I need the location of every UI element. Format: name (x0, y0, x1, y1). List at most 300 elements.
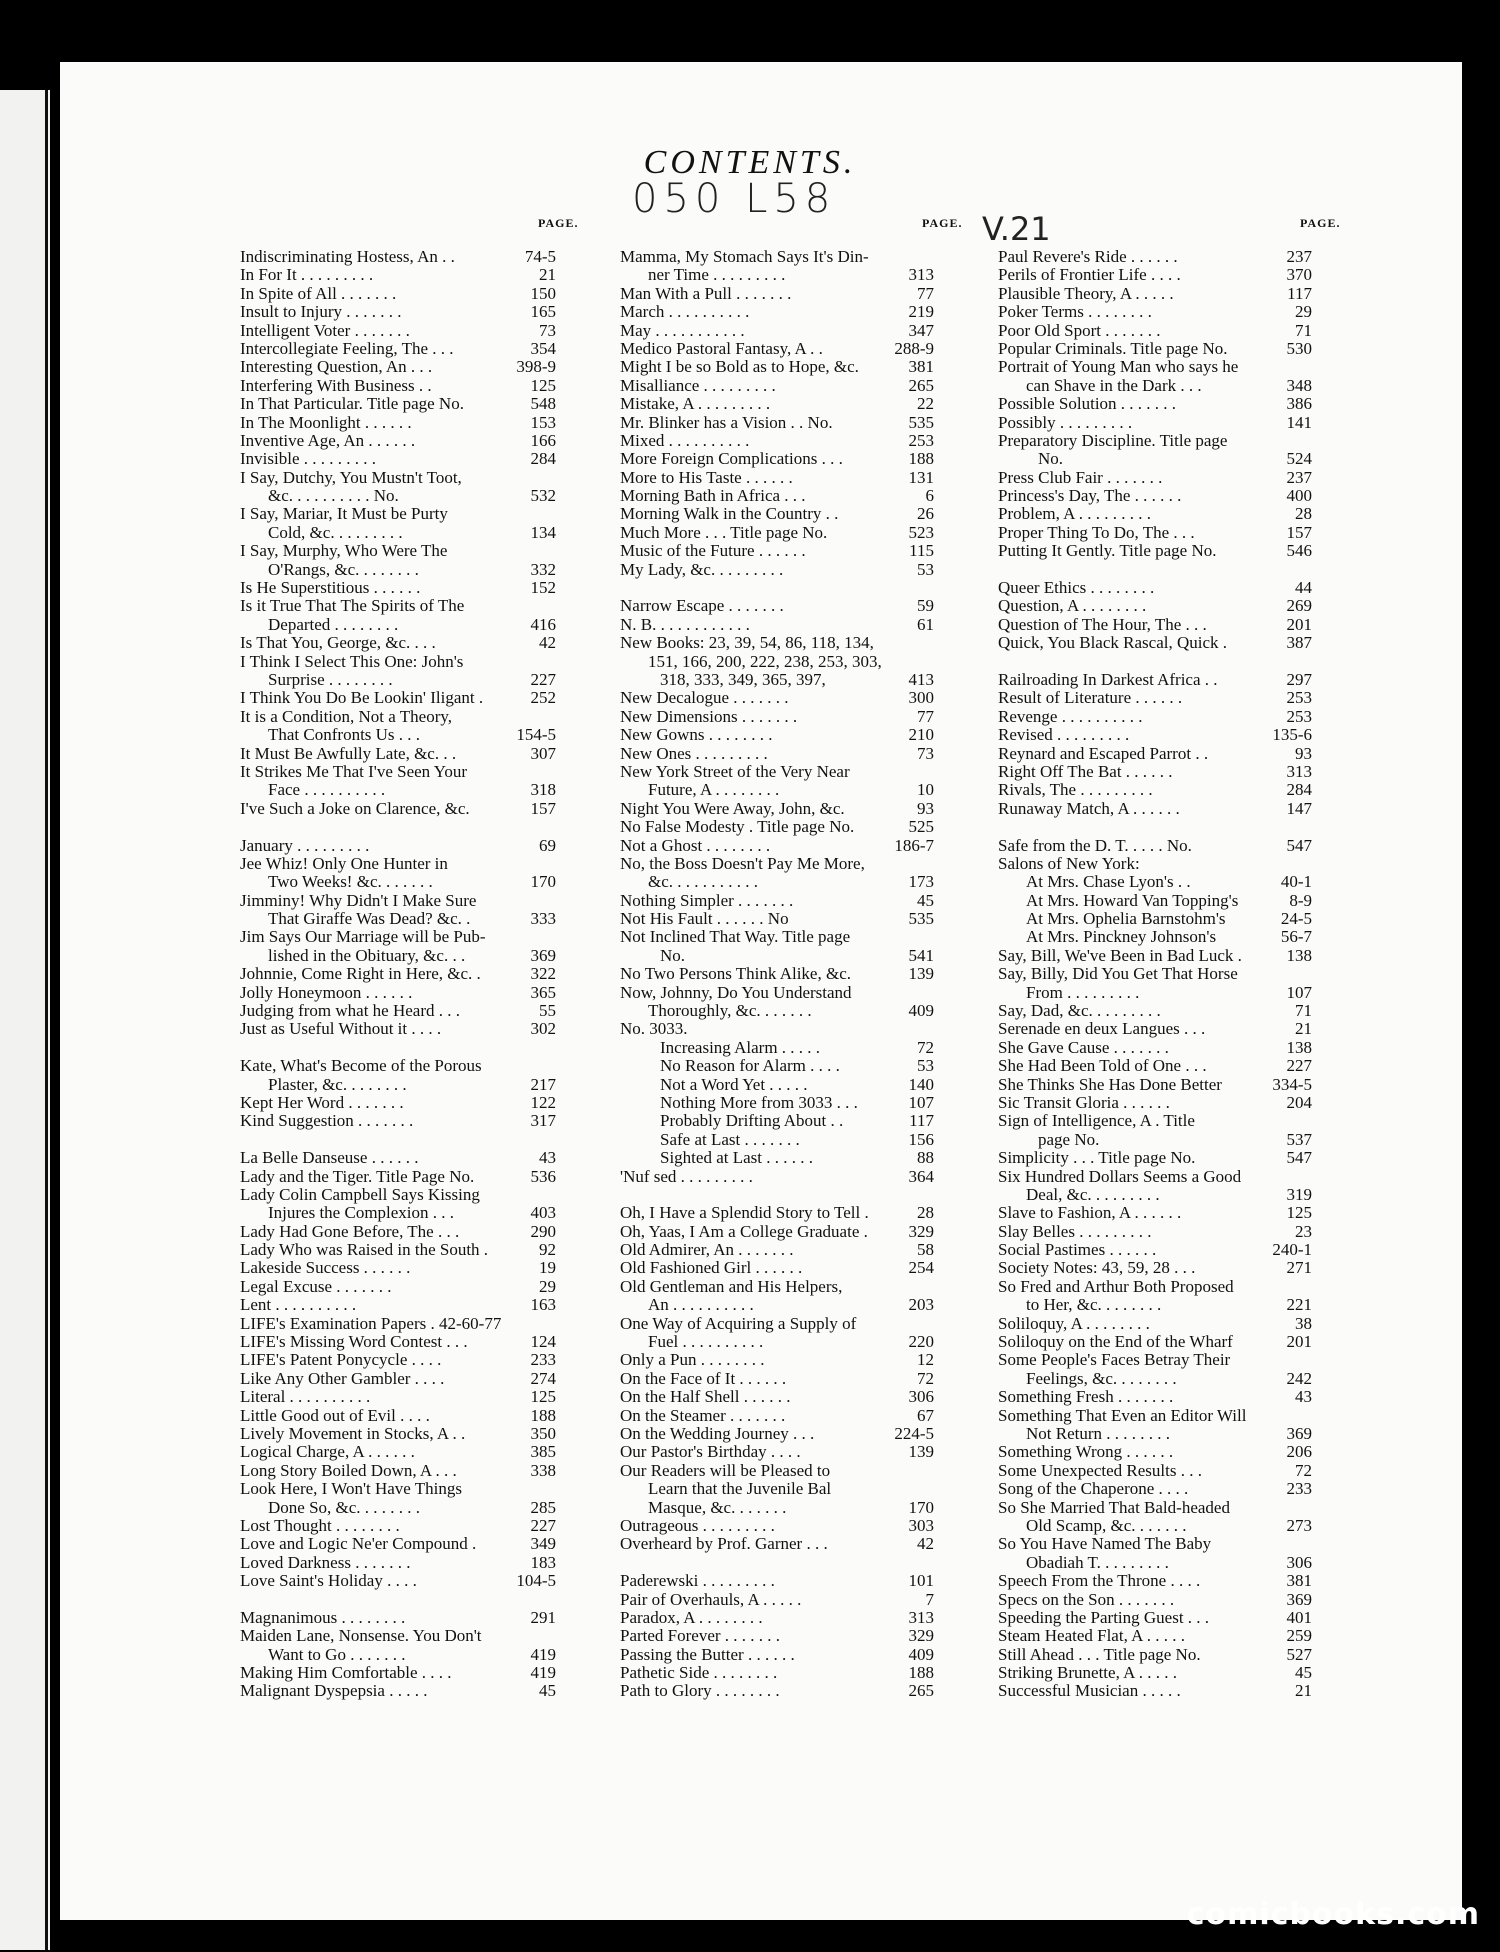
contents-entry (998, 1425, 1312, 1443)
contents-entry (998, 1333, 1312, 1351)
contents-entry (998, 1168, 1312, 1186)
entry-title: Johnnie, Come Right in Here, &c. . (240, 964, 481, 984)
entry-page-number: 72 (917, 1037, 934, 1057)
entry-title: I Think I Select This One: John's (240, 651, 464, 671)
entry-title: Some People's Faces Betray Their (998, 1350, 1231, 1370)
contents-entry (998, 1517, 1312, 1535)
entry-title: Departed . . . . . . . . (268, 614, 399, 634)
contents-entry (998, 377, 1312, 395)
entry-title: Music of the Future . . . . . . (620, 541, 806, 561)
contents-entry (240, 1370, 556, 1388)
contents-entry (240, 579, 556, 597)
entry-title: Little Good out of Evil . . . . (240, 1405, 430, 1425)
entry-title: Legal Excuse . . . . . . . (240, 1276, 392, 1296)
contents-entry (998, 303, 1312, 321)
entry-title: Indiscriminating Hostess, An . . (240, 247, 455, 266)
entry-page-number: 183 (530, 1552, 556, 1572)
entry-page-number: 329 (908, 1626, 934, 1646)
entry-title: March . . . . . . . . . . (620, 302, 750, 322)
entry-title: Look Here, I Won't Have Things (240, 1479, 463, 1499)
entry-title: Parted Forever . . . . . . . (620, 1626, 781, 1646)
entry-title: Paul Revere's Ride . . . . . . (998, 247, 1178, 266)
contents-entry (240, 910, 556, 928)
entry-page-number: 290 (530, 1221, 556, 1241)
contents-entry (620, 1259, 934, 1277)
entry-page-number: 535 (908, 412, 934, 432)
entry-page-number: 135-6 (1272, 725, 1312, 745)
contents-entry (998, 505, 1312, 523)
contents-entry (240, 671, 556, 689)
contents-entry (620, 1149, 934, 1167)
entry-title: Might I be so Bold as to Hope, &c. (620, 357, 859, 377)
entry-title: No False Modesty . Title page No. (620, 817, 855, 837)
entry-title: I Say, Dutchy, You Mustn't Toot, (240, 467, 462, 487)
entry-page-number: 265 (908, 1681, 934, 1701)
contents-entry (620, 726, 934, 744)
entry-title: Specs on the Son . . . . . . . (998, 1589, 1175, 1609)
contents-entry (620, 1168, 934, 1186)
entry-page-number: 7 (925, 1589, 934, 1609)
entry-page-number: 170 (908, 1497, 934, 1517)
contents-entry (240, 763, 556, 781)
entry-title: Plaster, &c. . . . . . . . (268, 1074, 407, 1094)
contents-entry (240, 414, 556, 432)
entry-title: Kept Her Word . . . . . . . (240, 1092, 404, 1112)
contents-entry (240, 524, 556, 542)
entry-page-number: 56-7 (1280, 927, 1312, 947)
entry-title: Speech From the Throne . . . . (998, 1571, 1201, 1591)
contents-entry (620, 1462, 934, 1480)
entry-page-number: 242 (1286, 1368, 1312, 1388)
entry-title: Not His Fault . . . . . . No (620, 909, 789, 929)
contents-entry (998, 1259, 1312, 1277)
entry-page-number: 73 (539, 320, 556, 340)
contents-entry (998, 395, 1312, 413)
entry-page-number: 227 (1286, 1056, 1312, 1076)
entry-page-number: 350 (530, 1424, 556, 1443)
entry-title: Society Notes: 43, 59, 28 . . . (998, 1258, 1196, 1278)
contents-entry (620, 1370, 934, 1388)
entry-page-number: 217 (530, 1074, 556, 1094)
contents-entry (620, 487, 934, 505)
entry-page-number: 40-1 (1280, 872, 1312, 892)
contents-entry (240, 1241, 556, 1259)
entry-title: Putting It Gently. Title page No. (998, 541, 1217, 561)
section-gap (620, 1186, 934, 1204)
contents-entry (620, 1591, 934, 1609)
contents-entry (620, 1407, 934, 1425)
entry-title: Revised . . . . . . . . . (998, 725, 1130, 745)
contents-entry (998, 487, 1312, 505)
contents-entry (998, 1646, 1312, 1664)
entry-page-number: 523 (908, 522, 934, 542)
contents-entry (620, 1094, 934, 1112)
contents-entry (620, 837, 934, 855)
contents-entry (240, 1094, 556, 1112)
entry-page-number: 237 (1286, 467, 1312, 487)
contents-entry (240, 395, 556, 413)
entry-page-number: 107 (1286, 982, 1312, 1002)
entry-page-number: 387 (1286, 633, 1312, 653)
entry-title: Jimminy! Why Didn't I Make Sure (240, 890, 477, 910)
contents-entry (240, 1388, 556, 1406)
entry-title: Something That Even an Editor Will (998, 1405, 1247, 1425)
entry-page-number: 139 (908, 1442, 934, 1462)
contents-entry (998, 322, 1312, 340)
contents-entry (240, 505, 556, 523)
entry-page-number: 227 (530, 1515, 556, 1535)
page-header-col2: PAGE. (922, 216, 963, 230)
entry-title: Old Scamp, &c. . . . . . . (1026, 1515, 1187, 1535)
entry-page-number: 532 (530, 486, 556, 506)
contents-column-3 (998, 248, 1312, 1701)
contents-entry (240, 1149, 556, 1167)
entry-title: Pathetic Side . . . . . . . . (620, 1663, 778, 1683)
contents-entry (998, 1591, 1312, 1609)
entry-title: Popular Criminals. Title page No. (998, 338, 1228, 358)
entry-page-number: 322 (530, 964, 556, 984)
contents-entry (620, 1682, 934, 1700)
entry-title: Our Readers will be Pleased to (620, 1460, 831, 1480)
entry-page-number: 21 (1295, 1019, 1312, 1039)
section-gap (240, 1131, 556, 1149)
entry-title: In The Moonlight . . . . . . (240, 412, 412, 432)
entry-title: Successful Musician . . . . . (998, 1681, 1181, 1701)
entry-title: Sighted at Last . . . . . . (660, 1148, 813, 1168)
entry-page-number: 141 (1286, 412, 1312, 432)
entry-page-number: 398-9 (516, 357, 556, 377)
contents-entry (240, 947, 556, 965)
contents-entry (998, 855, 1312, 873)
entry-page-number: 541 (908, 945, 934, 965)
contents-entry (998, 524, 1312, 542)
entry-page-number: 43 (539, 1148, 556, 1168)
contents-entry (998, 984, 1312, 1002)
contents-entry (620, 984, 934, 1002)
entry-title: Mistake, A . . . . . . . . . (620, 394, 771, 414)
entry-page-number: 140 (908, 1074, 934, 1094)
contents-entry (998, 1149, 1312, 1167)
entry-page-number: 203 (908, 1295, 934, 1315)
contents-entry (998, 1572, 1312, 1590)
entry-page-number: 61 (917, 614, 934, 634)
contents-entry (620, 634, 934, 652)
entry-page-number: 55 (539, 1001, 556, 1021)
contents-entry (620, 505, 934, 523)
entry-page-number: 165 (530, 302, 556, 322)
entry-title: 318, 333, 349, 365, 397, (660, 669, 826, 689)
page-title: CONTENTS. (643, 144, 857, 181)
contents-entry (998, 414, 1312, 432)
entry-page-number: 369 (530, 945, 556, 965)
contents-entry (998, 1020, 1312, 1038)
entry-title: Lively Movement in Stocks, A . . (240, 1424, 466, 1443)
section-gap (620, 1554, 934, 1572)
contents-entry (620, 781, 934, 799)
entry-page-number: 166 (530, 430, 556, 450)
entry-title: Simplicity . . . Title page No. (998, 1148, 1196, 1168)
entry-page-number: 274 (530, 1368, 556, 1388)
contents-entry (620, 1351, 934, 1369)
entry-page-number: 546 (1286, 541, 1312, 561)
entry-title: On the Half Shell . . . . . . (620, 1387, 791, 1407)
entry-title: New Gowns . . . . . . . . (620, 725, 773, 745)
contents-entry (998, 1223, 1312, 1241)
entry-title: Now, Johnny, Do You Understand (620, 982, 852, 1002)
contents-entry (240, 1112, 556, 1130)
contents-entry (998, 873, 1312, 891)
entry-title: Some Unexpected Results . . . (998, 1460, 1202, 1480)
entry-page-number: 271 (1286, 1258, 1312, 1278)
contents-entry (240, 542, 556, 560)
section-gap (240, 818, 556, 836)
entry-page-number: 306 (908, 1387, 934, 1407)
entry-page-number: 152 (530, 578, 556, 598)
entry-page-number: 237 (1286, 247, 1312, 266)
entry-title: From . . . . . . . . . (1026, 982, 1140, 1002)
contents-entry (998, 542, 1312, 560)
entry-title: Not Return . . . . . . . . (1026, 1424, 1171, 1443)
contents-entry (240, 340, 556, 358)
entry-title: Possible Solution . . . . . . . (998, 394, 1177, 414)
entry-title: Quick, You Black Rascal, Quick . (998, 633, 1228, 653)
contents-entry (620, 1627, 934, 1645)
entry-title: Jim Says Our Marriage will be Pub- (240, 927, 486, 947)
contents-entry (620, 1480, 934, 1498)
entry-title: She Thinks She Has Done Better (998, 1074, 1222, 1094)
contents-entry (620, 597, 934, 615)
entry-title: Preparatory Discipline. Title page (998, 430, 1228, 450)
entry-title: Lady Who was Raised in the South . (240, 1240, 489, 1260)
entry-title: Railroading In Darkest Africa . . (998, 669, 1218, 689)
entry-title: Soliloquy on the End of the Wharf (998, 1332, 1233, 1352)
entry-title: Medico Pastoral Fantasy, A . . (620, 338, 823, 358)
entry-page-number: 347 (908, 320, 934, 340)
entry-title: On the Face of It . . . . . . (620, 1368, 787, 1388)
contents-entry (998, 1535, 1312, 1553)
entry-page-number: 157 (1286, 522, 1312, 542)
contents-entry (620, 561, 934, 579)
contents-entry (240, 928, 556, 946)
contents-entry (620, 910, 934, 928)
contents-entry (240, 1462, 556, 1480)
entry-title: At Mrs. Chase Lyon's . . (1026, 872, 1191, 892)
entry-page-number: 125 (530, 1387, 556, 1407)
contents-entry (620, 708, 934, 726)
entry-title: No. 3033. (620, 1019, 688, 1039)
entry-page-number: 138 (1286, 1037, 1312, 1057)
entry-title: Striking Brunette, A . . . . . (998, 1663, 1177, 1683)
contents-entry (240, 266, 556, 284)
contents-entry (240, 1296, 556, 1314)
entry-page-number: 188 (530, 1405, 556, 1425)
entry-title: LIFE's Missing Word Contest . . . (240, 1332, 468, 1352)
contents-entry (240, 965, 556, 983)
contents-entry (998, 1241, 1312, 1259)
contents-entry (998, 1554, 1312, 1572)
contents-entry (998, 928, 1312, 946)
entry-title: In That Particular. Title page No. (240, 394, 464, 414)
section-gap (998, 561, 1312, 579)
entry-page-number: 332 (530, 559, 556, 579)
contents-entry (240, 1186, 556, 1204)
contents-entry (620, 1443, 934, 1461)
entry-page-number: 42 (539, 633, 556, 653)
section-gap (240, 1591, 556, 1609)
entry-title: Narrow Escape . . . . . . . (620, 596, 784, 616)
entry-page-number: 10 (917, 780, 934, 800)
entry-title: Surprise . . . . . . . . (268, 669, 393, 689)
entry-page-number: 240-1 (1272, 1240, 1312, 1260)
contents-entry (998, 763, 1312, 781)
entry-title: So She Married That Bald-headed (998, 1497, 1230, 1517)
entry-title: Lakeside Success . . . . . . (240, 1258, 411, 1278)
entry-page-number: 364 (908, 1166, 934, 1186)
contents-entry (240, 322, 556, 340)
contents-entry (240, 1002, 556, 1020)
contents-entry (240, 1682, 556, 1700)
entry-title: LIFE's Examination Papers . 42-60-77 (240, 1313, 502, 1333)
contents-entry (998, 745, 1312, 763)
entry-title: Safe at Last . . . . . . . (660, 1129, 800, 1149)
contents-entry (240, 1315, 556, 1333)
contents-entry (620, 1076, 934, 1094)
entry-title: Perils of Frontier Life . . . . (998, 265, 1181, 285)
entry-title: Only a Pun . . . . . . . . (620, 1350, 765, 1370)
entry-page-number: 291 (530, 1607, 556, 1627)
entry-title: Passing the Butter . . . . . . (620, 1644, 795, 1664)
entry-title: Portrait of Young Man who says he (998, 357, 1239, 377)
contents-entry (620, 855, 934, 873)
entry-title: No Two Persons Think Alike, &c. (620, 964, 851, 984)
entry-page-number: 147 (1286, 798, 1312, 818)
entry-title: Misalliance . . . . . . . . . (620, 375, 776, 395)
entry-page-number: 92 (539, 1240, 556, 1260)
contents-entry (620, 763, 934, 781)
contents-entry (240, 873, 556, 891)
entry-page-number: 88 (917, 1148, 934, 1168)
entry-title: Making Him Comfortable . . . . (240, 1663, 452, 1683)
entry-title: Feelings, &c. . . . . . . . (1026, 1368, 1177, 1388)
entry-page-number: 72 (1295, 1460, 1312, 1480)
contents-entry (240, 1020, 556, 1038)
entry-title: &c. . . . . . . . . . . (648, 872, 759, 892)
contents-entry (240, 1572, 556, 1590)
contents-entry (620, 1223, 934, 1241)
entry-title: Paderewski . . . . . . . . . (620, 1571, 775, 1591)
entry-title: Old Admirer, An . . . . . . . (620, 1240, 794, 1260)
entry-title: Revenge . . . . . . . . . . (998, 706, 1143, 726)
entry-title: Logical Charge, A . . . . . . (240, 1442, 415, 1462)
entry-page-number: 338 (530, 1460, 556, 1480)
entry-title: May . . . . . . . . . . . (620, 320, 745, 340)
entry-title: That Confronts Us . . . (268, 725, 421, 745)
entry-page-number: 547 (1286, 1148, 1312, 1168)
entry-title: That Giraffe Was Dead? &c. . (268, 909, 471, 929)
entry-title: Judging from what he Heard . . . (240, 1001, 461, 1021)
entry-title: Long Story Boiled Down, A . . . (240, 1460, 457, 1480)
contents-entry (998, 1627, 1312, 1645)
entry-page-number: 38 (1295, 1313, 1312, 1333)
contents-entry (620, 432, 934, 450)
entry-title: Maiden Lane, Nonsense. You Don't (240, 1626, 482, 1646)
contents-entry (620, 377, 934, 395)
entry-page-number: 186-7 (894, 835, 934, 855)
contents-entry (998, 965, 1312, 983)
entry-page-number: 153 (530, 412, 556, 432)
entry-page-number: 536 (530, 1166, 556, 1186)
contents-entry (240, 1443, 556, 1461)
contents-entry (240, 1204, 556, 1222)
contents-entry (240, 1535, 556, 1553)
entry-page-number: 12 (917, 1350, 934, 1370)
entry-title: Probably Drifting About . . (660, 1111, 844, 1131)
contents-entry (620, 1664, 934, 1682)
entry-title: New York Street of the Very Near (620, 761, 850, 781)
entry-page-number: 157 (530, 798, 556, 818)
contents-entry (620, 1517, 934, 1535)
entry-page-number: 233 (1286, 1479, 1312, 1499)
contents-entry (998, 1664, 1312, 1682)
entry-page-number: 45 (917, 890, 934, 910)
entry-page-number: 163 (530, 1295, 556, 1315)
contents-entry (240, 689, 556, 707)
entry-title: Right Off The Bat . . . . . . (998, 761, 1173, 781)
entry-title: So You Have Named The Baby (998, 1534, 1212, 1554)
contents-entry (620, 892, 934, 910)
entry-page-number: 307 (530, 743, 556, 763)
entry-page-number: 386 (1286, 394, 1312, 414)
contents-entry (620, 1057, 934, 1075)
entry-page-number: 313 (908, 1607, 934, 1627)
contents-entry (240, 487, 556, 505)
contents-entry (998, 248, 1312, 266)
entry-title: Jee Whiz! Only One Hunter in (240, 853, 448, 873)
entry-title: Oh, I Have a Splendid Story to Tell . (620, 1203, 869, 1223)
entry-page-number: 117 (909, 1111, 934, 1131)
contents-entry (998, 1131, 1312, 1149)
entry-title: Jolly Honeymoon . . . . . . (240, 982, 413, 1002)
entry-page-number: 201 (1286, 1332, 1312, 1352)
contents-entry (240, 1499, 556, 1517)
contents-entry (620, 1388, 934, 1406)
contents-entry (240, 781, 556, 799)
entry-page-number: 221 (1286, 1295, 1312, 1315)
contents-column-2 (620, 248, 934, 1701)
contents-entry (620, 358, 934, 376)
entry-title: lished in the Obituary, &c. . . (268, 945, 466, 965)
entry-page-number: 28 (1295, 504, 1312, 524)
contents-entry (998, 1057, 1312, 1075)
entry-page-number: 297 (1286, 669, 1312, 689)
contents-entry (998, 837, 1312, 855)
entry-page-number: 74-5 (524, 247, 556, 266)
entry-title: On the Wedding Journey . . . (620, 1424, 815, 1443)
entry-page-number: 318 (530, 780, 556, 800)
entry-page-number: 537 (1286, 1129, 1312, 1149)
entry-page-number: 125 (530, 375, 556, 395)
entry-page-number: 23 (1295, 1221, 1312, 1241)
entry-title: New Dimensions . . . . . . . (620, 706, 798, 726)
entry-title: 'Nuf sed . . . . . . . . . (620, 1166, 753, 1186)
entry-title: On the Steamer . . . . . . . (620, 1405, 786, 1425)
contents-entry (998, 1002, 1312, 1020)
contents-entry (620, 1296, 934, 1314)
contents-entry (998, 469, 1312, 487)
contents-entry (620, 414, 934, 432)
entry-title: Like Any Other Gambler . . . . (240, 1368, 445, 1388)
contents-entry (240, 597, 556, 615)
